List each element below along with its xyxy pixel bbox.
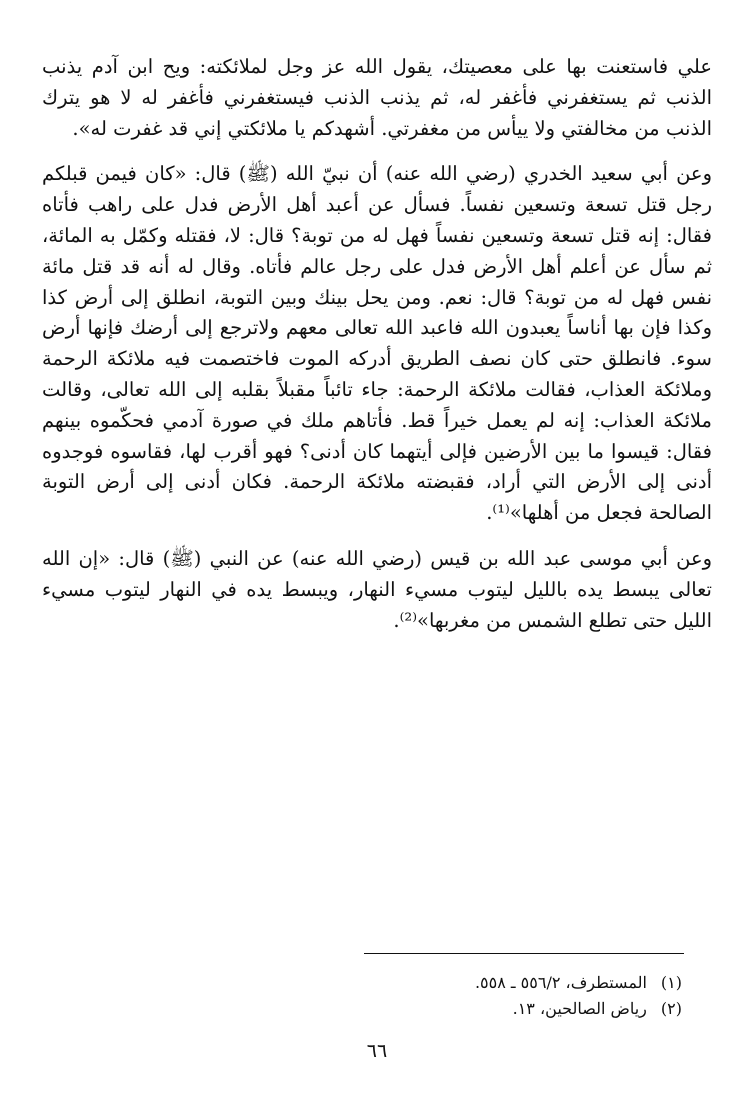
footnotes bbox=[82, 970, 682, 1022]
footnote-separator bbox=[364, 953, 684, 954]
paragraph-1: علي فاستعنت بها على معصيتك، يقول الله عز وجل لملائكته: ويح ابن آدم يذنب الذنب ثم يستغفرني فأغفر له، ثم يذنب الذنب فيستغفرني فأغفر له لا هو يترك الذنب من مخالفتي ولا ييأس من مغفرتي. أشهدكم يا ملائكتي إني قد غفرت له». bbox=[42, 55, 712, 140]
paragraph-3: وعن أبي موسى عبد الله بن قيس (رضي الله عنه) عن النبي (ﷺ) قال: «إن الله تعالى يبسط يده بالليل ليتوب مسيء النهار، ويبسط يده في النهار ليتوب مسيء الليل حتى تطلع الشمس من مغربها»⁽²⁾. bbox=[42, 546, 712, 632]
page-number: ٦٦ bbox=[366, 1040, 388, 1062]
footnote-text: المستطرف، ٥٥٦/٢ ـ ٥٥٨. bbox=[474, 973, 647, 992]
footnote-text: رياض الصالحين، ١٣. bbox=[512, 999, 647, 1018]
footnote-marker: (١) bbox=[660, 973, 682, 992]
footnote-marker: (٢) bbox=[660, 999, 682, 1018]
footnote-2 bbox=[82, 996, 682, 1022]
footnote-1 bbox=[82, 970, 682, 996]
main-text bbox=[42, 52, 712, 651]
paragraph-2: وعن أبي سعيد الخدري (رضي الله عنه) أن نبيّ الله (ﷺ) قال: «كان فيمن قبلكم رجل قتل تسعة وتسعين نفساً. فسأل عن أعبد أهل الأرض فدل على راهب فأتاه فقال: إنه قتل تسعة وتسعين نفساً فهل له من توبة؟ قال: لا، فقتله وكمّل به المائة، ثم سأل عن أعلم أهل الأرض فدل على رجل عالم فأتاه. وقال له أنه قد قتل مائة نفس فهل له من توبة؟ قال: نعم. ومن يحل بينك وبين التوبة، انطلق إلى أرض كذا وكذا فإن بها أناساً يعبدون الله فاعبد الله تعالى معهم ولاترجع إلى أرضك فإنها أرض سوء. فانطلق حتى كان نصف الطريق أدركه الموت فاختصمت فيه ملائكة الرحمة وملائكة العذاب، فقالت ملائكة الرحمة: جاء تائباً مقبلاً بقلبه إلى الله تعالى، وقالت ملائكة العذاب: إنه لم يعمل خيراً قط. فأتاهم ملك في صورة آدمي فحكّموه بينهم فقال: قيسوا ما بين الأرضين فإلى أيتهما كان أدنى؟ فهو أقرب لها، فقاسوه فوجدوه أدنى إلى الأرض التي أراد، فقبضته ملائكة الرحمة. فكان أدنى إلى أرض التوبة الصالحة فجعل من أهلها»⁽¹⁾. bbox=[42, 162, 712, 525]
